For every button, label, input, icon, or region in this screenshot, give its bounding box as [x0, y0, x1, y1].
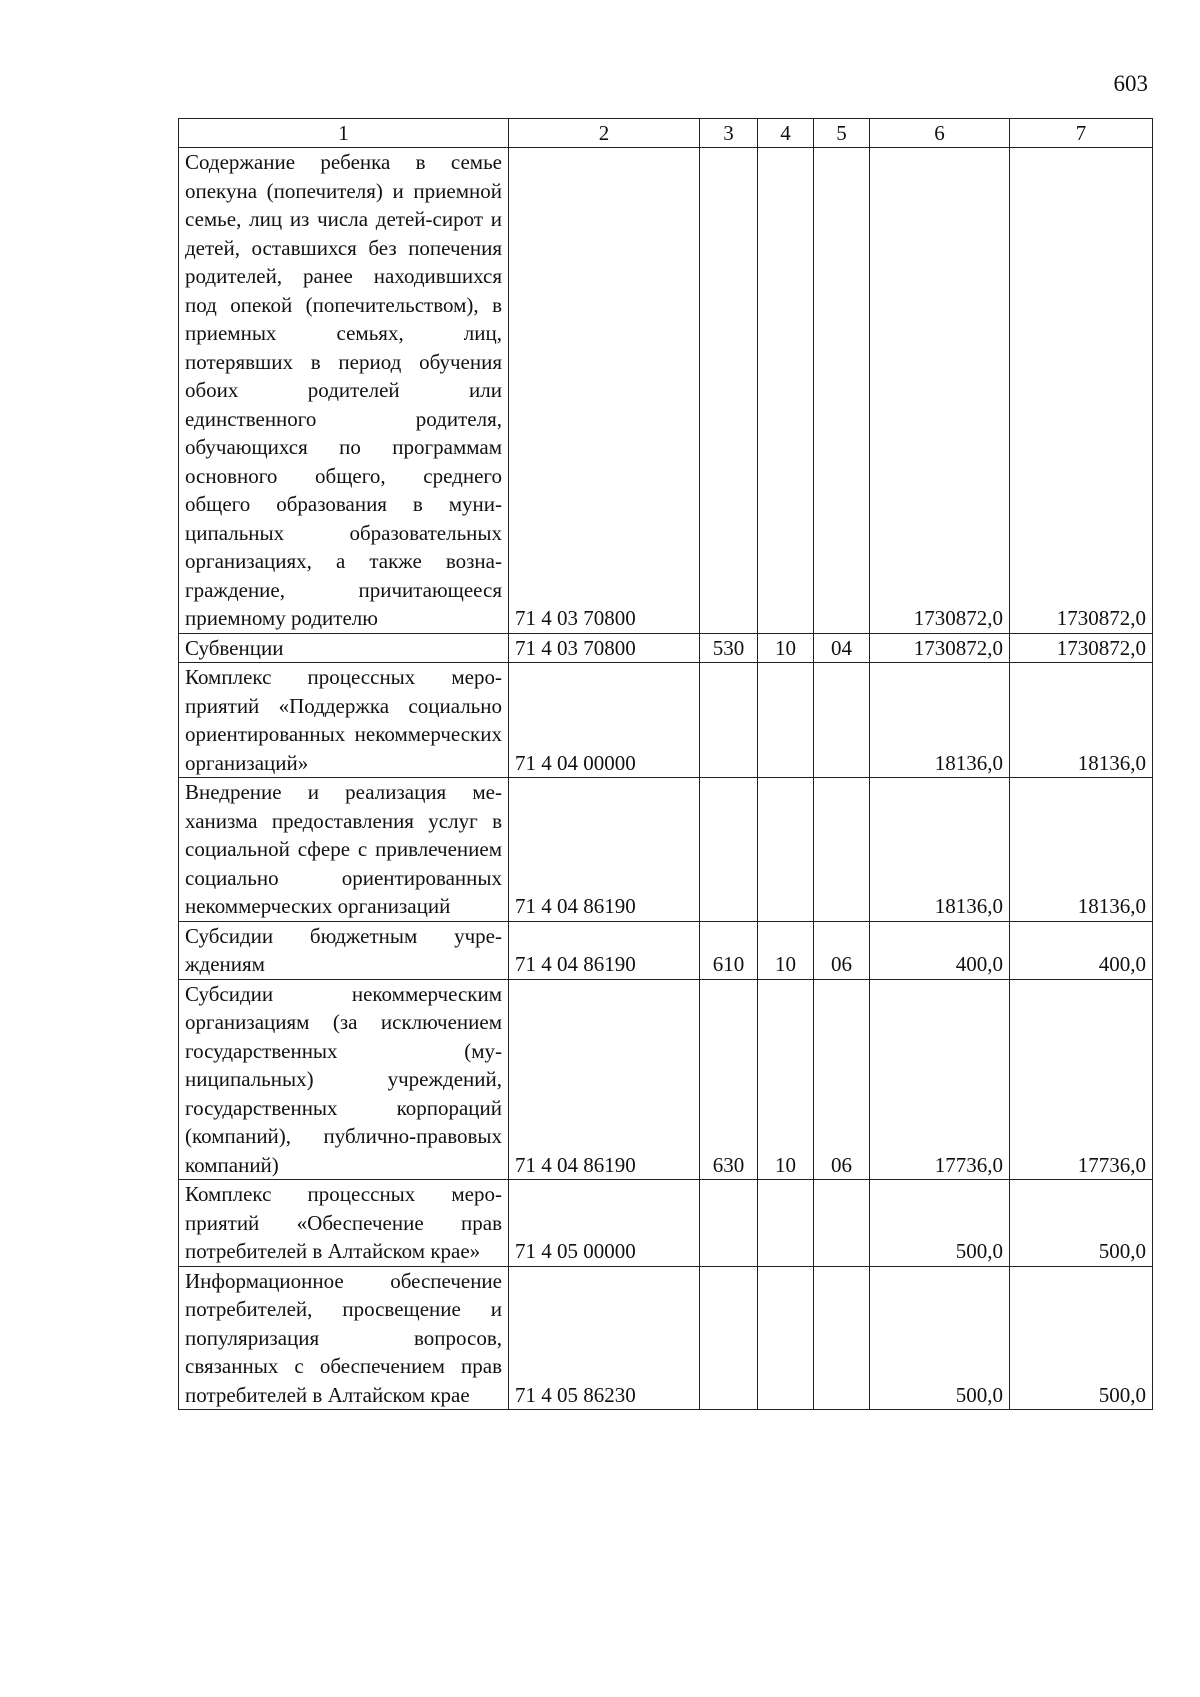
row-col-7: 500,0	[1010, 1266, 1153, 1410]
row-col-3	[700, 778, 758, 922]
row-code: 71 4 04 86190	[509, 979, 700, 1180]
row-col-3	[700, 1180, 758, 1267]
table-header	[179, 119, 1153, 148]
header-col-2: 2	[509, 119, 700, 148]
row-col-3	[700, 663, 758, 778]
row-col-7: 500,0	[1010, 1180, 1153, 1267]
table-body	[179, 148, 1153, 1410]
row-col-7: 17736,0	[1010, 979, 1153, 1180]
row-col-4	[758, 663, 814, 778]
row-col-4	[758, 1180, 814, 1267]
row-col-4: 10	[758, 979, 814, 1180]
row-col-5	[814, 663, 870, 778]
row-col-3: 610	[700, 921, 758, 979]
row-col-7: 18136,0	[1010, 778, 1153, 922]
row-col-7: 1730872,0	[1010, 148, 1153, 634]
table-row	[179, 921, 1153, 979]
row-code: 71 4 05 86230	[509, 1266, 700, 1410]
row-code: 71 4 04 00000	[509, 663, 700, 778]
row-col-6: 1730872,0	[870, 633, 1010, 663]
row-col-4	[758, 148, 814, 634]
row-code: 71 4 04 86190	[509, 778, 700, 922]
header-col-5: 5	[814, 119, 870, 148]
row-col-6: 18136,0	[870, 778, 1010, 922]
row-code: 71 4 03 70800	[509, 148, 700, 634]
header-row	[179, 119, 1153, 148]
row-name: Комплекс процессных мероприятий «Обеспечение прав потребителей в Алтайском крае»	[179, 1180, 509, 1267]
header-col-4: 4	[758, 119, 814, 148]
row-col-7: 18136,0	[1010, 663, 1153, 778]
row-col-5	[814, 1266, 870, 1410]
row-col-5	[814, 778, 870, 922]
row-col-6: 500,0	[870, 1266, 1010, 1410]
header-col-1: 1	[179, 119, 509, 148]
header-col-3: 3	[700, 119, 758, 148]
row-col-5: 06	[814, 979, 870, 1180]
row-name: Информационное обеспечение потребителей, просвещение и популяризация вопросов, связанных с обеспечением прав потребителей в Алтайском крае	[179, 1266, 509, 1410]
row-col-6: 400,0	[870, 921, 1010, 979]
row-name: Внедрение и реализация механизма предоставления услуг в социальной сфере с привлечением социально ориентированных некоммерческих организаций	[179, 778, 509, 922]
row-col-6: 1730872,0	[870, 148, 1010, 634]
row-col-5: 06	[814, 921, 870, 979]
row-code: 71 4 04 86190	[509, 921, 700, 979]
page-number: 603	[1113, 71, 1148, 96]
row-col-5: 04	[814, 633, 870, 663]
row-col-5	[814, 148, 870, 634]
header-col-7: 7	[1010, 119, 1153, 148]
row-code: 71 4 03 70800	[509, 633, 700, 663]
row-col-7: 400,0	[1010, 921, 1153, 979]
table-row	[179, 979, 1153, 1180]
row-col-3	[700, 1266, 758, 1410]
row-col-4: 10	[758, 633, 814, 663]
row-col-4	[758, 778, 814, 922]
row-col-4	[758, 1266, 814, 1410]
row-name: Содержание ребенка в семье опекуна (попечителя) и приемной семье, лиц из числа детей-сирот и детей, оставшихся без попечения родителей, ранее находившихся под опекой (попечительством), в приемных семьях, лиц, потерявших в период обучения обоих родителей или единственного родителя, обучающихся по программам основного общего, среднего общего образования в муниципальных образовательных организациях, а также вознаграждение, причитающееся приемному родителю	[179, 148, 509, 634]
row-code: 71 4 05 00000	[509, 1180, 700, 1267]
row-col-3: 630	[700, 979, 758, 1180]
row-col-5	[814, 1180, 870, 1267]
table-row	[179, 663, 1153, 778]
budget-table	[178, 118, 1153, 1410]
table-row	[179, 1180, 1153, 1267]
row-col-3	[700, 148, 758, 634]
header-col-6: 6	[870, 119, 1010, 148]
row-col-6: 18136,0	[870, 663, 1010, 778]
row-col-3: 530	[700, 633, 758, 663]
row-col-6: 17736,0	[870, 979, 1010, 1180]
table-row	[179, 1266, 1153, 1410]
row-name: Субсидии некоммерческим организациям (за исключением государственных (муниципальных) учреждений, государственных корпораций (компаний), публично-правовых компаний)	[179, 979, 509, 1180]
table-row	[179, 148, 1153, 634]
row-name: Комплекс процессных мероприятий «Поддержка социально ориентированных некоммерческих организаций»	[179, 663, 509, 778]
row-col-6: 500,0	[870, 1180, 1010, 1267]
table-row	[179, 633, 1153, 663]
row-col-7: 1730872,0	[1010, 633, 1153, 663]
row-name: Субвенции	[179, 633, 509, 663]
row-col-4: 10	[758, 921, 814, 979]
table-row	[179, 778, 1153, 922]
row-name: Субсидии бюджетным учреждениям	[179, 921, 509, 979]
